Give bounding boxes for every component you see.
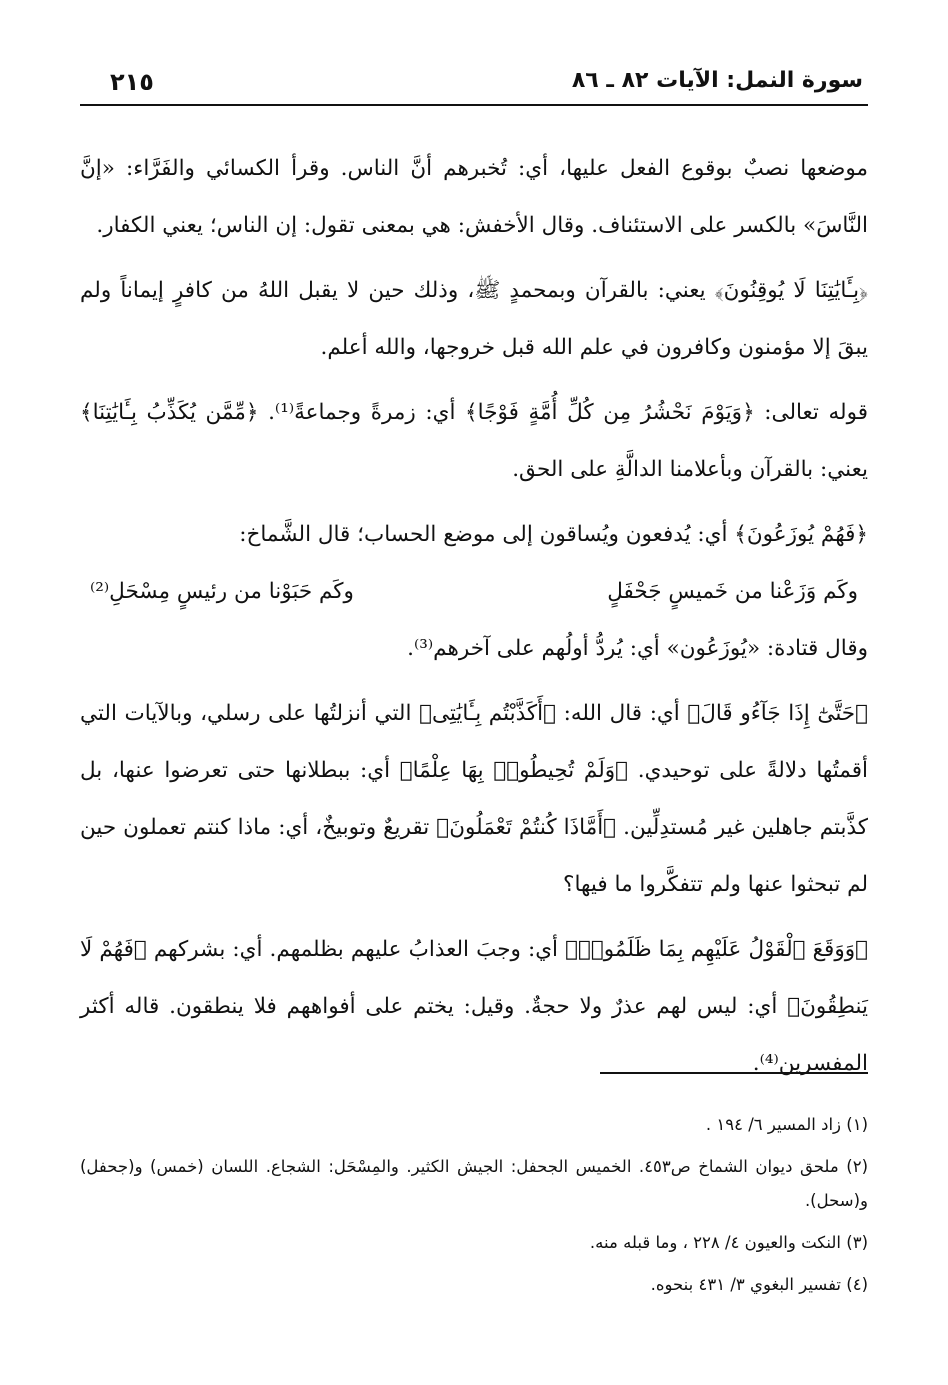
footnote: (١) زاد المسير ٦/ ١٩٤ .	[705, 1115, 868, 1134]
main-text	[80, 140, 868, 1100]
footnote: (٣) النكت والعيون ٤/ ٢٢٨ ، وما قبله منه.	[589, 1233, 868, 1252]
paragraph: وقال قتادة: «يُوزَعُون» أي: يُردُّ أولُهم على آخرهم⁽³⁾.	[407, 636, 868, 661]
paragraph: ﴿فَهُمْ يُوزَعُونَ﴾ أي: يُدفعون ويُساقون إلى موضع الحساب؛ قال الشَّماخ:	[239, 522, 868, 547]
page-number: ٢١٥	[110, 68, 154, 96]
running-header	[80, 62, 868, 102]
footnote: (٢) ملحق ديوان الشماخ ص٤٥٣. الخميس الجحفل: الجيش الكثير. والمِسْحَل: الشجاع. اللسان (خمس) و(جحفل) و(سحل).	[80, 1157, 869, 1210]
paragraph: موضعها نصبٌ بوقوع الفعل عليها، أي: تُخبرهم أنَّ الناس. وقرأ الكسائي والفَرَّاء: «إنَّ النَّاسَ» بالكسر على الاستئناف. وقال الأخفش: هي بمعنى تقول: إن الناس؛ يعني الكفار.	[80, 156, 868, 238]
footnotes	[80, 1108, 868, 1310]
paragraph: ﴿بِـَٔايَٰتِنَا لَا يُوقِنُونَ﴾ يعني: بالقرآن وبمحمدٍ ﷺ، وذلك حين لا يقبل اللهُ من كافرٍ إيماناً ولم يبقَ إلا مؤمنون وكافرون في علم الله قبل خروجها، والله أعلم.	[80, 278, 868, 360]
footnote-separator	[600, 1072, 868, 1074]
paragraph: ﴿حَتَّىٰٓ إِذَا جَآءُو قَالَ﴾ أي: قال الله: ﴿أَكَذَّبْتُم بِـَٔايَٰتِى﴾ التي أنزلتُها على رسلي، وبالآيات التي أقمتُها دلالةً على توحيدي. ﴿وَلَمْ تُحِيطُوا۟ بِهَا عِلْمًا﴾ أي: ببطلانها حتى تعرضوا عنها، بل كذَّبتم جاهلين غير مُستدِلِّين. ﴿أَمَّاذَا كُنتُمْ تَعْمَلُونَ﴾ تقريعٌ وتوبيخٌ، أي: ماذا كنتم تعملون حين لم تبحثوا عنها ولم تتفكَّروا ما فيها؟	[80, 701, 868, 897]
poem-hemistich-first: وكَم وَزَعْنا من خَميسٍ جَحْفَلٍ	[607, 579, 858, 604]
poem-verse	[90, 563, 858, 620]
footnote: (٤) تفسير البغوي ٣/ ٤٣١ بنحوه.	[650, 1275, 868, 1294]
surah-title: سورة النمل: الآيات ٨٢ ـ ٨٦	[571, 68, 863, 93]
header-rule	[80, 104, 868, 106]
poem-hemistich-second: وكَم حَبَوْنا من رئيسٍ مِسْحَلِ⁽²⁾	[90, 579, 354, 604]
paragraph: ﴿وَوَقَعَ ٱلْقَوْلُ عَلَيْهِم بِمَا ظَلَمُوا۟﴾ أي: وجبَ العذابُ عليهم بظلمهم. أي: بشركهم ﴿فَهُمْ لَا يَنطِقُونَ﴾ أي: ليس لهم عذرٌ ولا حجةٌ. وقيل: يختم على أفواههم فلا ينطقون. قاله أكثر المفسرين⁽⁴⁾.	[80, 937, 868, 1076]
paragraph: قوله تعالى: ﴿وَيَوْمَ نَحْشُرُ مِن كُلِّ أُمَّةٍ فَوْجًا﴾ أي: زمرةً وجماعةً⁽¹⁾. ﴿مِّمَّن يُكَذِّبُ بِـَٔايَٰتِنَا﴾ يعني: بالقرآن وبأعلامنا الدالَّةِ على الحق.	[80, 400, 868, 482]
